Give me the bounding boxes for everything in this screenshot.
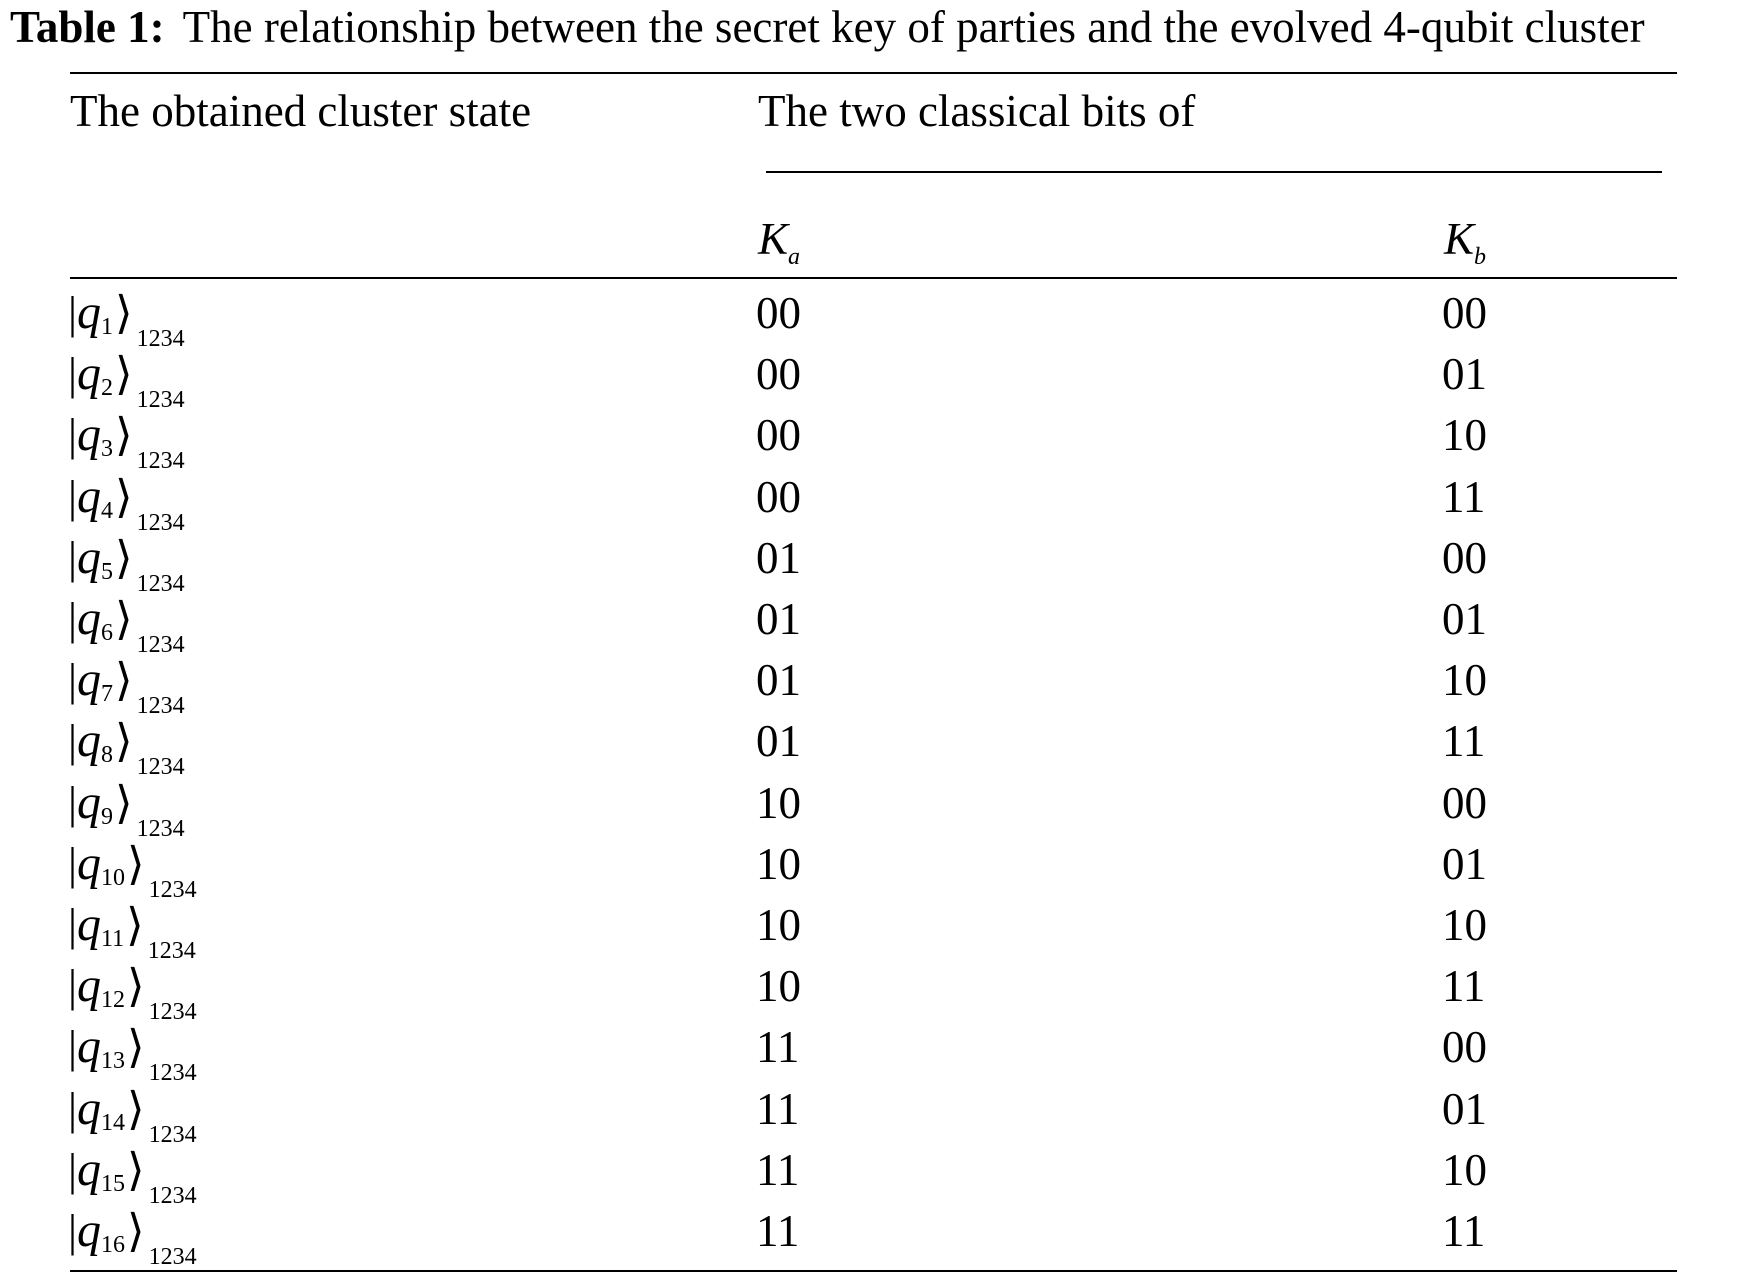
table-row bbox=[0, 1204, 1746, 1270]
cell-kb: 01 bbox=[1442, 838, 1487, 889]
cell-cluster-state: $|q15⟩_{1234}$ bbox=[68, 1142, 197, 1209]
table-caption bbox=[10, 0, 1645, 54]
table-row bbox=[0, 836, 1746, 903]
table-header-rule bbox=[70, 277, 1677, 279]
cell-ka: 00 bbox=[756, 288, 801, 338]
table-row bbox=[0, 775, 1746, 842]
cell-kb: 11 bbox=[1442, 471, 1486, 522]
header-state-column: The obtained cluster state bbox=[70, 86, 532, 136]
cell-ka: 11 bbox=[756, 1144, 800, 1195]
cell-cluster-state: $|q8⟩_{1234}$ bbox=[68, 714, 185, 781]
cell-ka: 01 bbox=[756, 716, 801, 767]
cell-ka: 11 bbox=[756, 1083, 800, 1134]
cell-kb: 11 bbox=[1442, 961, 1486, 1012]
cell-cluster-state: $|q5⟩_{1234}$ bbox=[68, 530, 185, 597]
cell-cluster-state: $|q9⟩_{1234}$ bbox=[68, 775, 185, 842]
table-row bbox=[0, 408, 1746, 475]
table-row bbox=[0, 1020, 1746, 1087]
caption-text: The relationship between the secret key of parties and the evolved 4-qubit cluster bbox=[182, 2, 1645, 52]
table-row bbox=[0, 959, 1746, 1026]
header-ka-main: K bbox=[758, 214, 789, 264]
cell-cluster-state: $|q2⟩_{1234}$ bbox=[68, 347, 185, 414]
cell-ka: 01 bbox=[756, 594, 801, 644]
header-kb-sub: b bbox=[1474, 244, 1487, 270]
cell-ka: 00 bbox=[756, 410, 801, 461]
cell-cluster-state: $|q4⟩_{1234}$ bbox=[68, 469, 185, 536]
cell-ka: 10 bbox=[756, 777, 801, 828]
cell-ka: 00 bbox=[756, 349, 801, 400]
cell-ka: 01 bbox=[756, 655, 801, 706]
cell-cluster-state: $|q11⟩_{1234}$ bbox=[68, 898, 196, 964]
cell-kb: 01 bbox=[1442, 1083, 1487, 1134]
cell-kb: 01 bbox=[1442, 594, 1487, 644]
cell-cluster-state: $|q6⟩_{1234}$ bbox=[68, 592, 185, 658]
cell-cluster-state: $|q7⟩_{1234}$ bbox=[68, 653, 185, 720]
table-top-rule bbox=[70, 72, 1677, 74]
cell-kb: 11 bbox=[1442, 716, 1486, 767]
table-row bbox=[0, 653, 1746, 720]
table-bottom-rule bbox=[70, 1270, 1677, 1272]
cell-kb: 00 bbox=[1442, 288, 1487, 338]
table-row bbox=[0, 592, 1746, 658]
cell-ka: 00 bbox=[756, 471, 801, 522]
table-row bbox=[0, 898, 1746, 964]
table-row bbox=[0, 347, 1746, 414]
header-bits-group: The two classical bits of bbox=[758, 86, 1196, 136]
cell-kb: 01 bbox=[1442, 349, 1487, 400]
cell-kb: 00 bbox=[1442, 1022, 1487, 1073]
cell-kb: 10 bbox=[1442, 900, 1487, 950]
table-row bbox=[0, 714, 1746, 781]
header-ka-sub: a bbox=[788, 244, 801, 270]
table-row bbox=[0, 469, 1746, 536]
header-ka bbox=[758, 212, 800, 284]
cell-cluster-state: $|q3⟩_{1234}$ bbox=[68, 408, 185, 475]
cell-ka: 11 bbox=[756, 1022, 800, 1073]
cell-kb: 10 bbox=[1442, 655, 1487, 706]
cell-kb: 00 bbox=[1442, 777, 1487, 828]
cell-cluster-state: $|q1⟩_{1234}$ bbox=[68, 286, 185, 352]
cell-cluster-state: $|q14⟩_{1234}$ bbox=[68, 1081, 197, 1148]
cell-cluster-state: $|q13⟩_{1234}$ bbox=[68, 1020, 197, 1087]
table-row bbox=[0, 1142, 1746, 1209]
caption-label: Table 1: bbox=[10, 2, 165, 52]
header-group-rule bbox=[766, 171, 1662, 173]
cell-kb: 11 bbox=[1442, 1206, 1486, 1256]
cell-cluster-state: $|q12⟩_{1234}$ bbox=[68, 959, 197, 1026]
cell-ka: 10 bbox=[756, 900, 801, 950]
header-kb-main: K bbox=[1444, 214, 1475, 264]
table-row bbox=[0, 286, 1746, 352]
header-kb bbox=[1444, 212, 1486, 284]
cell-kb: 10 bbox=[1442, 410, 1487, 461]
cell-cluster-state: $|q16⟩_{1234}$ bbox=[68, 1204, 197, 1270]
cell-cluster-state: $|q10⟩_{1234}$ bbox=[68, 836, 197, 903]
cell-kb: 00 bbox=[1442, 532, 1487, 583]
cell-ka: 01 bbox=[756, 532, 801, 583]
cell-ka: 10 bbox=[756, 838, 801, 889]
cell-ka: 10 bbox=[756, 961, 801, 1012]
cell-ka: 11 bbox=[756, 1206, 800, 1256]
cell-kb: 10 bbox=[1442, 1144, 1487, 1195]
table-row bbox=[0, 530, 1746, 597]
table-row bbox=[0, 1081, 1746, 1148]
